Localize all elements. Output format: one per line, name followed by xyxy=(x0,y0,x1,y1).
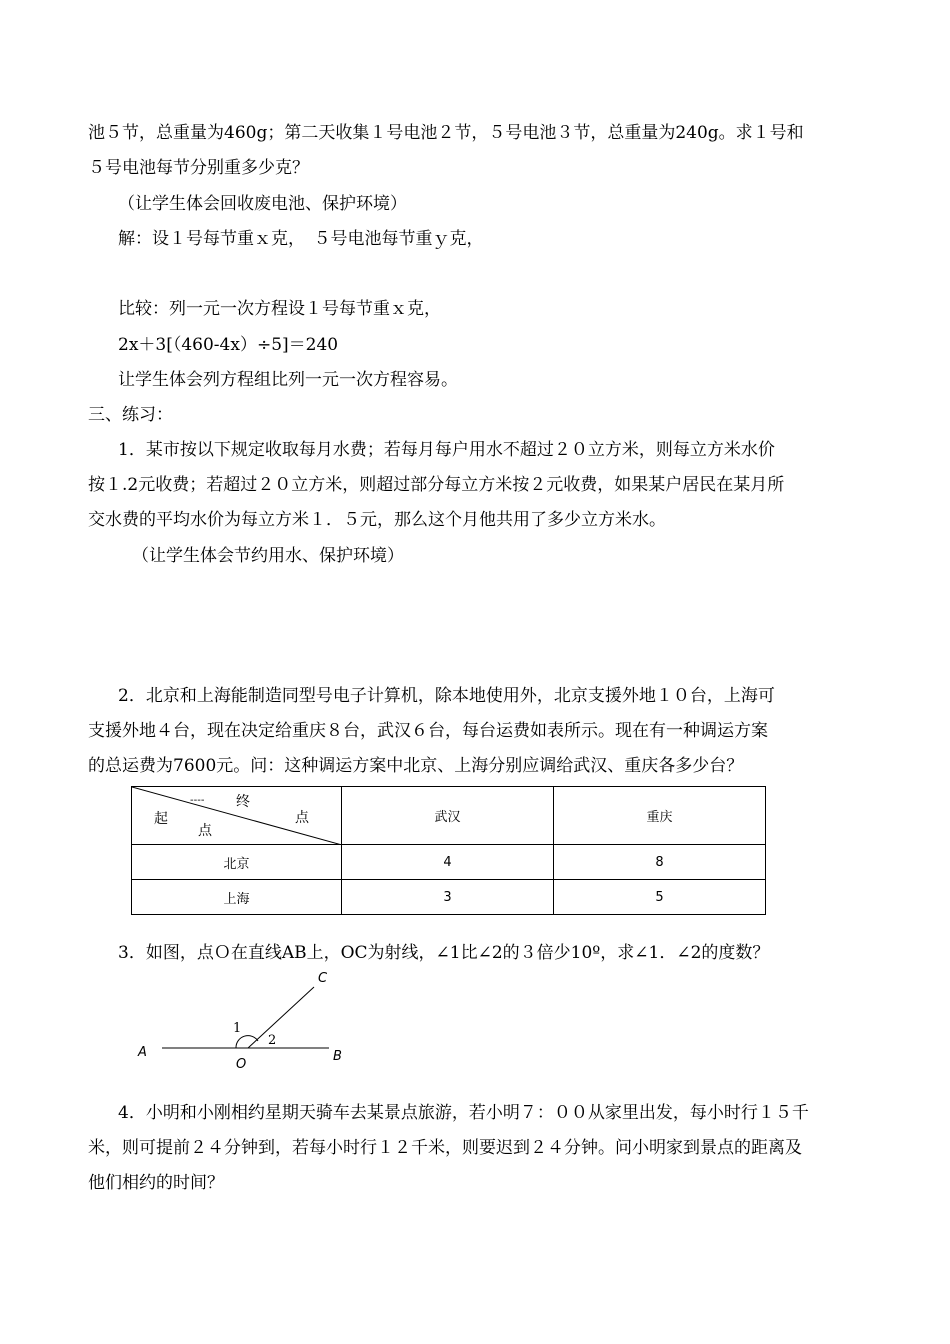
text-line: 支援外地４台，现在决定给重庆８台，武汉６台，每台运费如表所示。现在有一种调运方案 xyxy=(88,721,768,741)
row-header: 上海 xyxy=(132,880,342,915)
text-line: 4．小明和小刚相约星期天骑车去某景点旅游，若小明７：００从家里出发，每小时行１５千 xyxy=(118,1103,809,1123)
label-o: O xyxy=(236,1057,247,1072)
ray-oc xyxy=(248,987,314,1048)
text-line: 交水费的平均水价为每立方米１．５元，那么这个月他共用了多少立方米水。 xyxy=(88,510,666,530)
freight-cost-table xyxy=(131,786,766,915)
corner-end-bottom: 点 xyxy=(295,810,309,826)
text-line: 米，则可提前２４分钟到，若每小时行１２千米，则要迟到２４分钟。问小明家到景点的距离及 xyxy=(88,1138,802,1158)
text-line: （让学生体会节约用水、保护环境） xyxy=(132,546,404,566)
table-cell: 8 xyxy=(554,845,766,880)
corner-start-bottom: 点 xyxy=(198,823,212,839)
text-line: 3．如图，点Ｏ在直线AB上，OC为射线，∠1比∠2的３倍少10º，求∠1．∠2的度数？ xyxy=(118,943,770,963)
label-b: B xyxy=(333,1049,342,1064)
table-header-row xyxy=(132,787,766,845)
text-line: 的总运费为7600元。问：这种调运方案中北京、上海分别应调给武汉、重庆各多少台？ xyxy=(88,756,744,776)
text-line: 1．某市按以下规定收取每月水费；若每月每户用水不超过２０立方米，则每立方米水价 xyxy=(118,440,775,460)
text-line: 让学生体会列方程组比列一元一次方程容易。 xyxy=(118,370,458,390)
equation-line: 2x＋3[（460-4x）÷5]＝240 xyxy=(118,335,339,355)
table-row xyxy=(132,880,766,915)
label-c: C xyxy=(318,971,328,986)
text-line: 2．北京和上海能制造同型号电子计算机，除本地使用外，北京支援外地１０台，上海可 xyxy=(118,686,775,706)
text-line: 解：设１号每节重ｘ克， ５号电池每节重ｙ克， xyxy=(118,229,484,249)
text-line: 按１.2元收费；若超过２０立方米，则超过部分每立方米按２元收费，如果某户居民在某月所 xyxy=(88,475,785,495)
text-line: 池５节，总重量为460g；第二天收集１号电池２节，５号电池３节，总重量为240g。求１号和 xyxy=(88,123,804,143)
angle-figure xyxy=(130,965,360,1075)
text-line: 比较：列一元一次方程设１号每节重ｘ克， xyxy=(118,299,441,319)
corner-dash: ---- xyxy=(190,795,205,806)
corner-end-top: 终 xyxy=(236,794,250,810)
angle-2-label: 2 xyxy=(268,1033,277,1048)
angle-1-label: 1 xyxy=(233,1021,242,1036)
table-corner-cell xyxy=(132,787,342,845)
corner-start-top: 起 xyxy=(154,811,168,827)
table-cell: 3 xyxy=(342,880,554,915)
column-header: 武汉 xyxy=(342,787,554,845)
text-line: 他们相约的时间？ xyxy=(88,1173,224,1193)
label-a: A xyxy=(138,1045,147,1060)
table-row xyxy=(132,845,766,880)
table-cell: 5 xyxy=(554,880,766,915)
text-line: （让学生体会回收废电池、保护环境） xyxy=(118,194,407,214)
column-header: 重庆 xyxy=(554,787,766,845)
table-cell: 4 xyxy=(342,845,554,880)
text-line: ５号电池每节分别重多少克？ xyxy=(88,158,309,178)
row-header: 北京 xyxy=(132,845,342,880)
section-heading: 三、练习： xyxy=(88,405,173,425)
